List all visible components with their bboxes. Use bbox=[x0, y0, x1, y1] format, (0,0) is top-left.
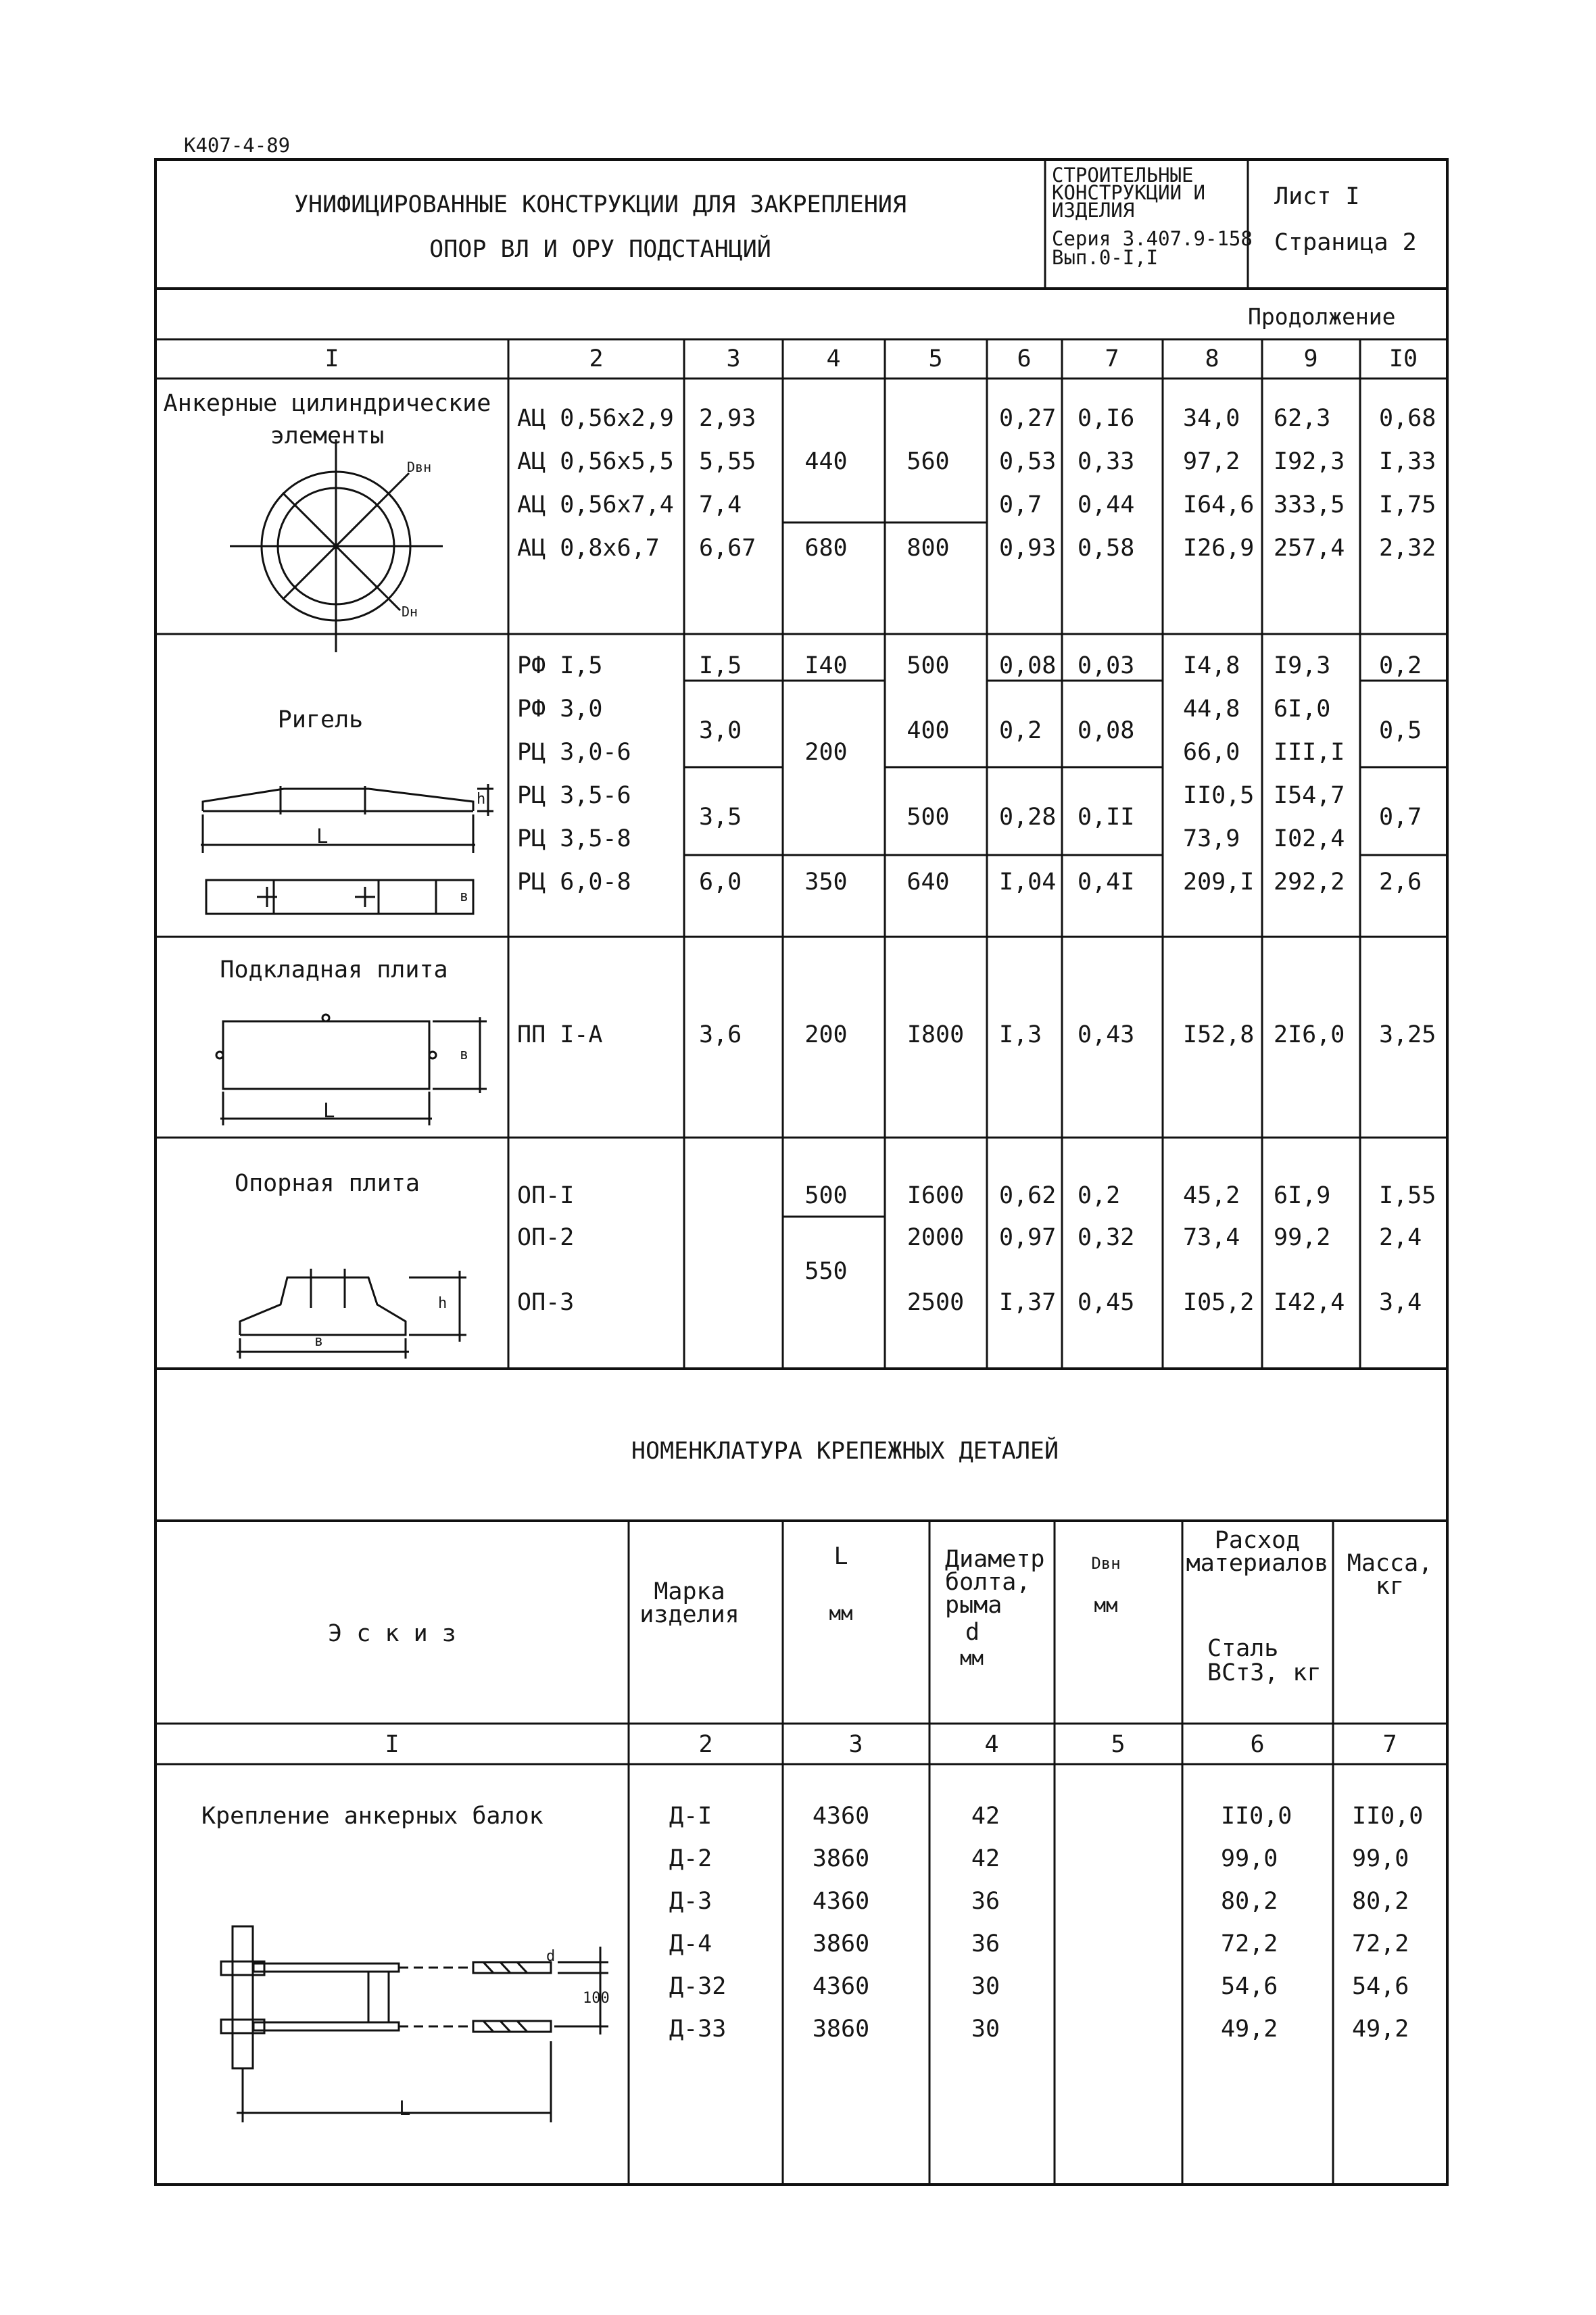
t2-d: 42 bbox=[971, 1803, 1000, 1830]
dim-support-b: в bbox=[314, 1333, 324, 1350]
t2-L: 3860 bbox=[812, 2016, 870, 2043]
rigel-mark: РЦ 3,5-6 bbox=[517, 782, 631, 809]
t2-colnum: 7 bbox=[1382, 1731, 1397, 1758]
t2-header-d: d bbox=[965, 1619, 980, 1646]
series-line1: СТРОИТЕЛЬНЫЕ bbox=[1052, 164, 1194, 187]
rigel-mark: РЦ 3,0-6 bbox=[517, 739, 631, 766]
dim-inner-diameter: Dвн bbox=[407, 459, 432, 475]
t2-mass: 99,0 bbox=[1352, 1845, 1409, 1872]
rigel-name: Ригель bbox=[277, 706, 364, 733]
dim-plate-b: в bbox=[460, 1046, 469, 1063]
t2-mass: 54,6 bbox=[1352, 1973, 1409, 2000]
support-mark: ОП-2 bbox=[517, 1224, 575, 1251]
cell: I,75 bbox=[1379, 491, 1436, 518]
t2-colnum: 6 bbox=[1250, 1731, 1265, 1758]
cell: 257,4 bbox=[1274, 535, 1345, 562]
t2-mark: Д-2 bbox=[669, 1845, 712, 1872]
cell: 0,2 bbox=[1379, 652, 1422, 679]
cell: 800 bbox=[906, 535, 950, 562]
t2-header-L: L bbox=[833, 1543, 848, 1570]
cell: 2,93 bbox=[699, 405, 756, 432]
cell: 99,2 bbox=[1274, 1224, 1331, 1251]
cell: 6,0 bbox=[699, 869, 742, 896]
cell: 500 bbox=[804, 1182, 848, 1209]
cell: 0,2 bbox=[999, 717, 1042, 744]
page-number: Страница 2 bbox=[1274, 229, 1417, 256]
t2-d: 30 bbox=[971, 1973, 1000, 2000]
t2-d: 30 bbox=[971, 2016, 1000, 2043]
t1-colnum: 8 bbox=[1205, 345, 1219, 372]
t2-header-diam1: Диаметр bbox=[945, 1546, 1045, 1573]
plate-name: Подкладная плита bbox=[220, 956, 448, 983]
cell: 6I,0 bbox=[1274, 696, 1331, 723]
cell: I600 bbox=[906, 1182, 965, 1209]
cell: 2,4 bbox=[1379, 1224, 1422, 1251]
t2-L: 4360 bbox=[812, 1973, 870, 2000]
cell: 0,93 bbox=[999, 535, 1057, 562]
series-line5: Вып.0-I,I bbox=[1052, 246, 1159, 269]
cell: I,37 bbox=[999, 1289, 1057, 1316]
t2-header-L-unit: мм bbox=[829, 1602, 853, 1625]
cell: 3,4 bbox=[1379, 1289, 1422, 1316]
t1-colnum: 4 bbox=[826, 345, 841, 372]
cell: I,33 bbox=[1379, 448, 1436, 475]
cell: I,3 bbox=[999, 1021, 1042, 1048]
cell: 0,4I bbox=[1078, 869, 1135, 896]
anchor-mark: АЦ 0,56х5,5 bbox=[517, 448, 674, 475]
t2-mass: 49,2 bbox=[1352, 2016, 1409, 2043]
cell: 500 bbox=[906, 652, 950, 679]
t2-header-steel2: ВСт3, кг bbox=[1207, 1659, 1322, 1686]
cell: 44,8 bbox=[1183, 696, 1240, 723]
t2-mass: II0,0 bbox=[1352, 1803, 1424, 1830]
cell: 2,32 bbox=[1379, 535, 1436, 562]
t2-header-material2: материалов bbox=[1186, 1550, 1329, 1577]
cell: I,5 bbox=[699, 652, 742, 679]
t2-L: 4360 bbox=[812, 1888, 870, 1915]
t2-header-mass2: кг bbox=[1375, 1573, 1405, 1600]
series-line4: Серия 3.407.9-158 bbox=[1052, 227, 1253, 250]
t2-colnum: 2 bbox=[698, 1731, 713, 1758]
t2-mark: Д-4 bbox=[669, 1930, 712, 1957]
cell: I52,8 bbox=[1183, 1021, 1255, 1048]
support-mark: ОП-3 bbox=[517, 1289, 575, 1316]
cell: 7,4 bbox=[699, 491, 742, 518]
anchor-name-line2: элементы bbox=[270, 422, 385, 449]
cell: 200 bbox=[804, 1021, 848, 1048]
cell: I9,3 bbox=[1274, 652, 1331, 679]
cell: 2500 bbox=[906, 1289, 965, 1316]
cell: I05,2 bbox=[1183, 1289, 1255, 1316]
cell: 6,67 bbox=[699, 535, 756, 562]
cell: 0,33 bbox=[1078, 448, 1135, 475]
rigel-mark: РЦ 3,5-8 bbox=[517, 825, 631, 852]
t2-steel: 54,6 bbox=[1221, 1973, 1278, 2000]
cell: 0,68 bbox=[1379, 405, 1436, 432]
t2-header-dvn: Dвн bbox=[1091, 1554, 1121, 1573]
t2-colnum: I bbox=[385, 1731, 400, 1758]
t2-header-steel1: Сталь bbox=[1207, 1635, 1279, 1662]
cell: 3,5 bbox=[699, 804, 742, 831]
t2-section-name: Крепление анкерных балок bbox=[201, 1803, 543, 1830]
cell: I92,3 bbox=[1274, 448, 1345, 475]
anchor-mark: АЦ 0,8х6,7 bbox=[517, 535, 660, 562]
sheet-number: Лист I bbox=[1274, 183, 1360, 210]
cell: 0,2 bbox=[1078, 1182, 1121, 1209]
t1-colnum: 2 bbox=[589, 345, 604, 372]
cell: I02,4 bbox=[1274, 825, 1345, 852]
cell: 0,I6 bbox=[1078, 405, 1135, 432]
t2-colnum: 5 bbox=[1111, 1731, 1126, 1758]
cell: 0,44 bbox=[1078, 491, 1135, 518]
cell: 34,0 bbox=[1183, 405, 1240, 432]
cell: I,55 bbox=[1379, 1182, 1436, 1209]
cell: I42,4 bbox=[1274, 1289, 1345, 1316]
cell: 0,45 bbox=[1078, 1289, 1135, 1316]
cell: I54,7 bbox=[1274, 782, 1345, 809]
cell: 66,0 bbox=[1183, 739, 1240, 766]
t2-header-material1: Расход bbox=[1214, 1527, 1301, 1554]
t2-header-diam3: рыма bbox=[945, 1592, 1002, 1619]
rigel-mark: РЦ 6,0-8 bbox=[517, 869, 631, 896]
cell: 0,08 bbox=[999, 652, 1057, 679]
cell: 73,4 bbox=[1183, 1224, 1240, 1251]
t1-colnum: 5 bbox=[928, 345, 943, 372]
cell: 45,2 bbox=[1183, 1182, 1240, 1209]
dim-fastening-L: L bbox=[399, 2097, 411, 2120]
rigel-mark: РФ 3,0 bbox=[517, 696, 603, 723]
t1-colnum: I bbox=[324, 345, 339, 372]
cell: 0,97 bbox=[999, 1224, 1057, 1251]
series-line3: ИЗДЕЛИЯ bbox=[1052, 199, 1135, 222]
t2-header-mark1: Марка bbox=[654, 1578, 725, 1605]
t2-mark: Д-32 bbox=[669, 1973, 727, 2000]
cell: 200 bbox=[804, 739, 848, 766]
t2-steel: 99,0 bbox=[1221, 1845, 1278, 1872]
t2-header-mass1: Масса, bbox=[1347, 1550, 1433, 1577]
cell: I64,6 bbox=[1183, 491, 1255, 518]
anchor-mark: АЦ 0,56х7,4 bbox=[517, 491, 674, 518]
cell: II0,5 bbox=[1183, 782, 1255, 809]
plate-mark: ПП I-А bbox=[517, 1021, 603, 1048]
t2-d: 42 bbox=[971, 1845, 1000, 1872]
table2-title: НОМЕНКЛАТУРА КРЕПЕЖНЫХ ДЕТАЛЕЙ bbox=[631, 1438, 1059, 1465]
t2-colnum: 3 bbox=[848, 1731, 863, 1758]
cell: 209,I bbox=[1183, 869, 1255, 896]
cell: 550 bbox=[804, 1258, 848, 1285]
cell: 0,II bbox=[1078, 804, 1135, 831]
rigel-sketch bbox=[201, 784, 493, 914]
cell: I26,9 bbox=[1183, 535, 1255, 562]
cell: 2000 bbox=[906, 1224, 965, 1251]
cell: 0,62 bbox=[999, 1182, 1057, 1209]
cell: 0,58 bbox=[1078, 535, 1135, 562]
t2-steel: 49,2 bbox=[1221, 2016, 1278, 2043]
cell: 0,43 bbox=[1078, 1021, 1135, 1048]
t2-d: 36 bbox=[971, 1888, 1000, 1915]
cell: I4,8 bbox=[1183, 652, 1240, 679]
cell: 0,7 bbox=[999, 491, 1042, 518]
cell: 3,25 bbox=[1379, 1021, 1436, 1048]
cell: 0,03 bbox=[1078, 652, 1135, 679]
cell: 500 bbox=[906, 804, 950, 831]
t1-colnum: 6 bbox=[1017, 345, 1032, 372]
cell: 333,5 bbox=[1274, 491, 1345, 518]
cell: 2I6,0 bbox=[1274, 1021, 1345, 1048]
t1-colnum: 3 bbox=[726, 345, 741, 372]
support-plate-sketch bbox=[237, 1269, 466, 1359]
cell: 97,2 bbox=[1183, 448, 1240, 475]
t2-steel: 72,2 bbox=[1221, 1930, 1278, 1957]
cell: 5,55 bbox=[699, 448, 756, 475]
cell: 0,53 bbox=[999, 448, 1057, 475]
cell: 292,2 bbox=[1274, 869, 1345, 896]
dim-fastening-100: 100 bbox=[583, 1990, 610, 2007]
continuation-label: Продолжение bbox=[1248, 303, 1396, 330]
t2-mark: Д-3 bbox=[669, 1888, 712, 1915]
title-line1: УНИФИЦИРОВАННЫЕ КОНСТРУКЦИИ ДЛЯ ЗАКРЕПЛЕНИЯ bbox=[293, 191, 907, 218]
dim-rigel-L: L bbox=[316, 825, 329, 848]
t2-header-mark2: изделия bbox=[639, 1601, 740, 1628]
cell: 0,08 bbox=[1078, 717, 1135, 744]
anchor-name-line1: Анкерные цилиндрические bbox=[163, 390, 491, 417]
title-line2: ОПОР ВЛ И ОРУ ПОДСТАНЦИЙ bbox=[429, 236, 771, 263]
cell: 0,32 bbox=[1078, 1224, 1135, 1251]
dim-rigel-h: h bbox=[477, 791, 486, 808]
t2-mark: Д-33 bbox=[669, 2016, 727, 2043]
t2-steel: II0,0 bbox=[1221, 1803, 1292, 1830]
t2-colnum: 4 bbox=[984, 1731, 999, 1758]
t2-header-sketch: Э с к и з bbox=[328, 1620, 456, 1647]
cell: 62,3 bbox=[1274, 405, 1331, 432]
dim-rigel-b: в bbox=[460, 888, 469, 905]
t2-header-dvn-unit: мм bbox=[1094, 1594, 1118, 1617]
doc-code: К407-4-89 bbox=[184, 134, 291, 157]
series-line2: КОНСТРУКЦИИ И bbox=[1052, 181, 1205, 204]
t2-mass: 80,2 bbox=[1352, 1888, 1409, 1915]
cell: I,04 bbox=[999, 869, 1057, 896]
cell: 0,27 bbox=[999, 405, 1057, 432]
cell: 3,0 bbox=[699, 717, 742, 744]
cell: 2,6 bbox=[1379, 869, 1422, 896]
t2-steel: 80,2 bbox=[1221, 1888, 1278, 1915]
cell: 680 bbox=[804, 535, 848, 562]
dim-outer-diameter: Dн bbox=[402, 604, 418, 620]
t2-header-d-unit: мм bbox=[960, 1647, 984, 1670]
t2-L: 4360 bbox=[812, 1803, 870, 1830]
t1-colnum: I0 bbox=[1388, 345, 1418, 372]
cell: 6I,9 bbox=[1274, 1182, 1331, 1209]
dim-fastening-d: d bbox=[546, 1948, 556, 1965]
cell: 350 bbox=[804, 869, 848, 896]
anchor-mark: АЦ 0,56х2,9 bbox=[517, 405, 674, 432]
t1-colnum: 9 bbox=[1303, 345, 1318, 372]
t2-mass: 72,2 bbox=[1352, 1930, 1409, 1957]
t2-mark: Д-I bbox=[669, 1803, 712, 1830]
cell: 400 bbox=[906, 717, 950, 744]
cell: 0,5 bbox=[1379, 717, 1422, 744]
t2-L: 3860 bbox=[812, 1845, 870, 1872]
t2-header-diam2: болта, bbox=[945, 1569, 1031, 1596]
support-mark: ОП-I bbox=[517, 1182, 575, 1209]
support-name: Опорная плита bbox=[235, 1170, 420, 1197]
t2-L: 3860 bbox=[812, 1930, 870, 1957]
cell: 3,6 bbox=[699, 1021, 742, 1048]
cell: III,I bbox=[1274, 739, 1345, 766]
cell: 440 bbox=[804, 448, 848, 475]
cell: 640 bbox=[906, 869, 950, 896]
t1-colnum: 7 bbox=[1105, 345, 1119, 372]
dim-plate-L: L bbox=[323, 1099, 335, 1122]
cell: I40 bbox=[804, 652, 848, 679]
rigel-mark: РФ I,5 bbox=[517, 652, 603, 679]
cell: 560 bbox=[906, 448, 950, 475]
t2-d: 36 bbox=[971, 1930, 1000, 1957]
cell: 73,9 bbox=[1183, 825, 1240, 852]
dim-support-h: h bbox=[438, 1295, 448, 1312]
cell: 0,7 bbox=[1379, 804, 1422, 831]
cell: I800 bbox=[906, 1021, 965, 1048]
plate-sketch bbox=[216, 1015, 487, 1125]
cell: 0,28 bbox=[999, 804, 1057, 831]
